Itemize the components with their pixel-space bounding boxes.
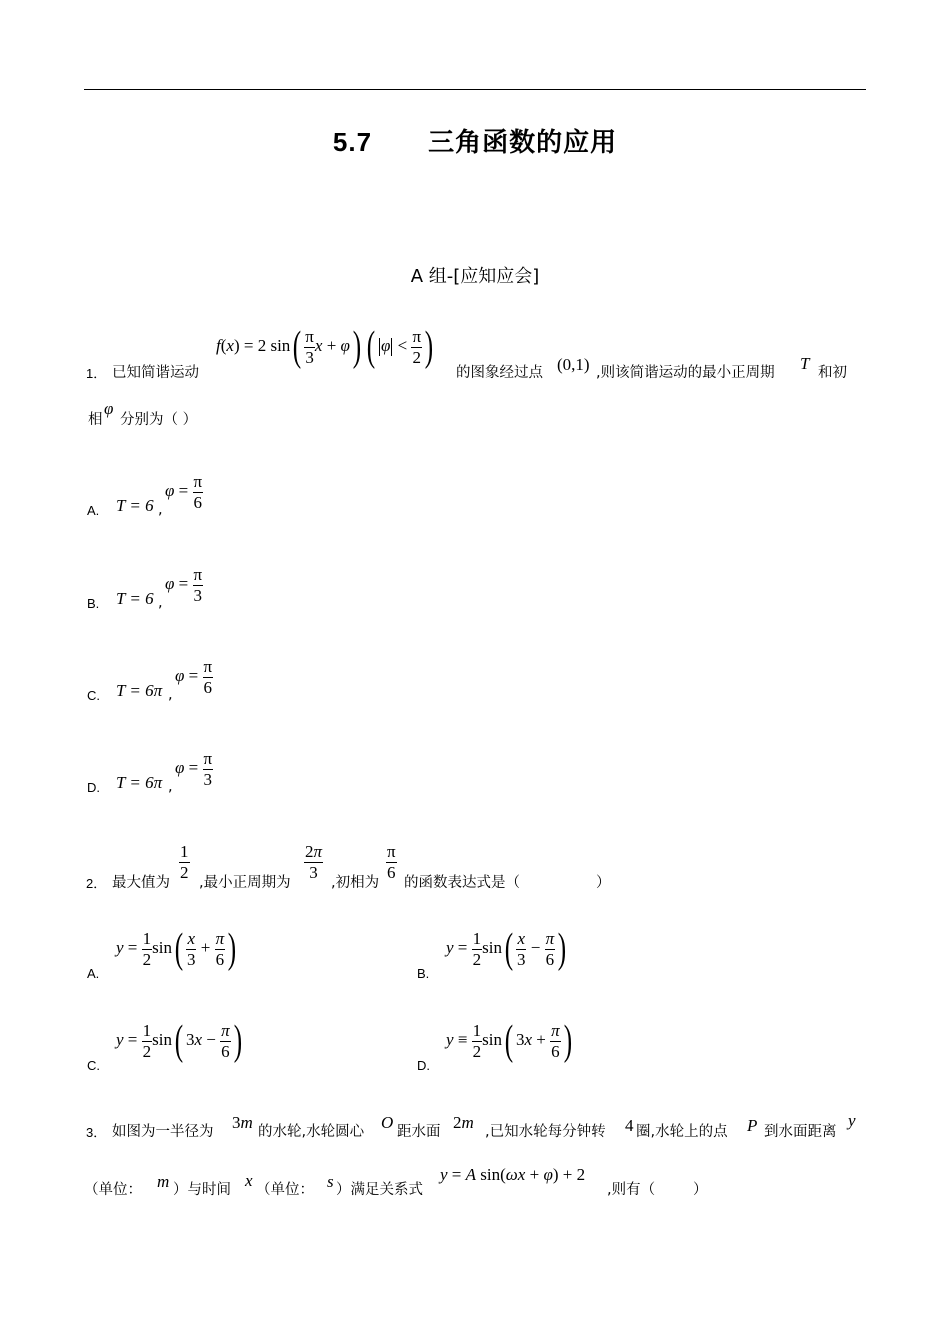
q1-number: 1． [86, 366, 107, 381]
q1-text-6: 分别为（ ） [120, 412, 198, 428]
q3-center-symbol: O [381, 1113, 394, 1132]
q2-max-value: $\frac{1}{2}$ [180, 842, 189, 882]
q3-text-12: ） [693, 1182, 708, 1198]
q1-option-a-comma: , [158, 502, 163, 518]
q2-text-4: 的函数表达式是（ [404, 875, 520, 891]
q3-text-8: ）与时间 [173, 1182, 231, 1198]
q1-option-c-period: T = 6π [116, 681, 163, 700]
q2-option-a-label[interactable]: A. [87, 966, 100, 981]
q3-turns: 4 [625, 1116, 634, 1135]
q2-option-d-label[interactable]: D. [417, 1058, 430, 1073]
q1-function-formula: f(x) = 2 sin( $\frac{\pi}{3}$ x + φ) ( φ < $\frac{\pi}{2}$ ) [216, 324, 434, 370]
q1-point: (0,1) [557, 355, 590, 374]
q1-option-d-label[interactable]: D. [87, 780, 100, 795]
q1-phase-symbol: φ [104, 399, 114, 418]
q3-height: 2m [453, 1113, 474, 1132]
q1-option-b-comma: , [158, 595, 163, 611]
q3-text-10: ）满足关系式 [336, 1182, 423, 1198]
q1-option-c-phase: φ = $\frac{\pi}{6}$ [175, 657, 213, 697]
q1-text-5: 相 [88, 412, 103, 428]
q3-text-2: 的水轮,水轮圆心 [258, 1124, 365, 1140]
q2-option-a-formula: y = $\frac{1}{2}$ sin( $\frac{x}{3}$ + $\frac{\pi}{6}$ ) [116, 926, 237, 972]
q3-x-symbol: x [245, 1171, 253, 1190]
q3-radius: 3m [232, 1113, 253, 1132]
q2-period-value: $\frac{2\pi}{3}$ [305, 842, 323, 882]
q2-text-2: ,最小正周期为 [199, 875, 291, 891]
q1-period-symbol: T [800, 354, 810, 373]
q1-text-4: 和初 [818, 365, 847, 381]
q1-option-b-label[interactable]: B. [87, 596, 100, 611]
q3-text-5: 圈,水轮上的点 [636, 1124, 728, 1140]
q2-option-d-formula: y ≡ $\frac{1}{2}$ sin( 3x + $\frac{\pi}{6}$ ) [446, 1018, 572, 1064]
q3-point-symbol: P [747, 1116, 758, 1135]
q1-option-d-comma: , [168, 779, 173, 795]
q3-unit-s: s [327, 1172, 334, 1191]
q3-text-6: 到水面距离 [764, 1124, 837, 1140]
q3-number: 3． [86, 1125, 107, 1140]
q1-option-a-phase: φ = $\frac{\pi}{6}$ [165, 472, 203, 512]
q1-option-c-comma: , [168, 687, 173, 703]
group-title: A 组-[应知应会] [410, 266, 540, 287]
q1-text-2: 的图象经过点 [456, 365, 543, 381]
q3-text-4: ,已知水轮每分钟转 [485, 1124, 606, 1140]
q1-option-d-period: T = 6π [116, 773, 163, 792]
q1-option-d-phase: φ = $\frac{\pi}{3}$ [175, 749, 213, 789]
q3-text-3: 距水面 [397, 1124, 441, 1140]
q3-text-7: （单位： [84, 1182, 142, 1198]
q1-option-c-label[interactable]: C. [87, 688, 100, 703]
q1-option-b-phase: φ = $\frac{\pi}{3}$ [165, 565, 203, 605]
q2-text-5: ） [596, 875, 611, 891]
q3-unit-m: m [157, 1172, 170, 1191]
q2-option-b-formula: y = $\frac{1}{2}$ sin( $\frac{x}{3}$ − $\frac{\pi}{6}$ ) [446, 926, 567, 972]
q2-option-b-label[interactable]: B. [417, 966, 430, 981]
q3-text-1: 如图为一半径为 [112, 1124, 214, 1140]
q1-option-a-label[interactable]: A. [87, 503, 100, 518]
q1-option-b-period: T = 6 [116, 589, 154, 608]
q3-relation-formula: y = A sin(ωx + φ) + 2 [440, 1165, 586, 1184]
q2-number: 2． [86, 876, 107, 891]
q2-text-3: ,初相为 [331, 875, 380, 891]
q1-text-3: ,则该简谐运动的最小正周期 [596, 365, 775, 381]
q2-option-c-label[interactable]: C. [87, 1058, 100, 1073]
q3-text-9: （单位： [256, 1182, 314, 1198]
q3-text-11: ,则有（ [607, 1182, 656, 1198]
q2-text-1: 最大值为 [112, 875, 170, 891]
q2-option-c-formula: y = $\frac{1}{2}$ sin( 3x − $\frac{\pi}{6}$ ) [116, 1018, 242, 1064]
header-rule [84, 89, 866, 90]
page-title: 5.7 三角函数的应用 [332, 127, 618, 158]
q3-y-symbol: y [848, 1111, 856, 1130]
q1-option-a-period: T = 6 [116, 496, 154, 515]
q1-text-1: 已知简谐运动 [112, 365, 199, 381]
q2-phase-value: $\frac{\pi}{6}$ [387, 842, 396, 882]
